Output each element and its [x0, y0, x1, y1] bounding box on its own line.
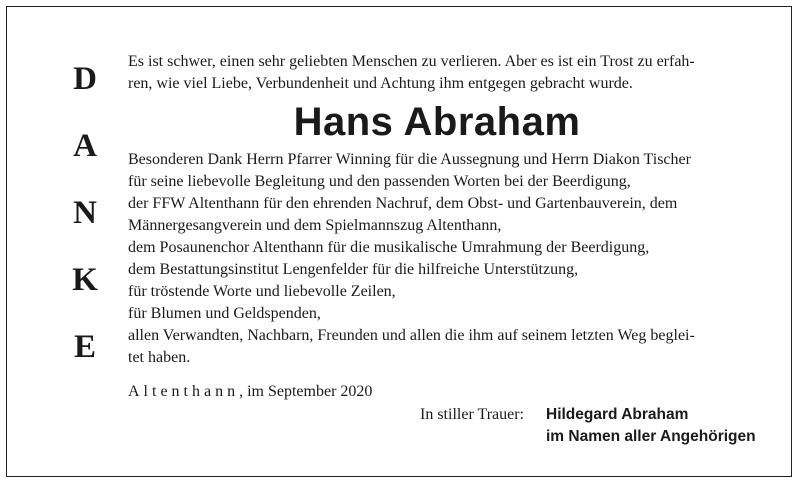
thanks-line: Besonderen Dank Herrn Pfarrer Winning für die Aussegnung und Herrn Diakon Tischer — [128, 151, 691, 168]
thanks-paragraph — [128, 149, 746, 369]
place-date-line — [128, 381, 746, 403]
mourning-label: In stiller Trauer: — [420, 406, 524, 423]
deceased-name: Hans Abraham — [293, 100, 581, 144]
thanks-line: allen Verwandten, Nachbarn, Freunden und allen die ihm auf seinem letzten Weg beglei- — [128, 327, 695, 344]
intro-line: ren, wie viel Liebe, Verbundenheit und Achtung ihm entgegen gebracht wurde. — [128, 75, 633, 92]
danke-vertical-word — [61, 63, 109, 364]
thanks-line: dem Posaunenchor Altenthann für die musikalische Umrahmung der Beerdigung, — [128, 239, 650, 256]
mourner-name: Hildegard Abraham — [546, 406, 689, 423]
place-name: Altenthann — [128, 383, 240, 400]
thanks-line: der FFW Altenthann für den ehrenden Nachruf, dem Obst- und Gartenbauverein, dem — [128, 195, 678, 212]
mourners-list — [546, 404, 756, 448]
thanks-line: tet haben. — [128, 349, 191, 366]
intro-paragraph — [128, 51, 746, 95]
thanks-line: für tröstende Worte und liebevolle Zeilen, — [128, 283, 396, 300]
danke-letter: E — [73, 329, 96, 365]
thanks-line: dem Bestattungsinstitut Lengenfelder für die hilfreiche Unterstützung, — [128, 261, 579, 278]
mourning-block — [420, 404, 756, 448]
mourner-name: im Namen aller Angehörigen — [546, 428, 756, 445]
danke-letter: N — [73, 195, 97, 231]
thanks-line: Männergesangverein und dem Spielmannszug Altenthann, — [128, 217, 502, 234]
intro-line: Es ist schwer, einen sehr geliebten Menschen zu verlieren. Aber es ist ein Trost zu erfah- — [128, 53, 695, 70]
danke-letter: A — [73, 128, 97, 164]
danke-letter: K — [72, 262, 98, 298]
thanks-line: für seine liebevolle Begleitung und den passenden Worten bei der Beerdigung, — [128, 173, 631, 190]
obituary-content — [128, 51, 746, 403]
date-text: , im September 2020 — [239, 383, 373, 400]
danke-letter: D — [73, 61, 97, 97]
thanks-line: für Blumen und Geldspenden, — [128, 305, 321, 322]
